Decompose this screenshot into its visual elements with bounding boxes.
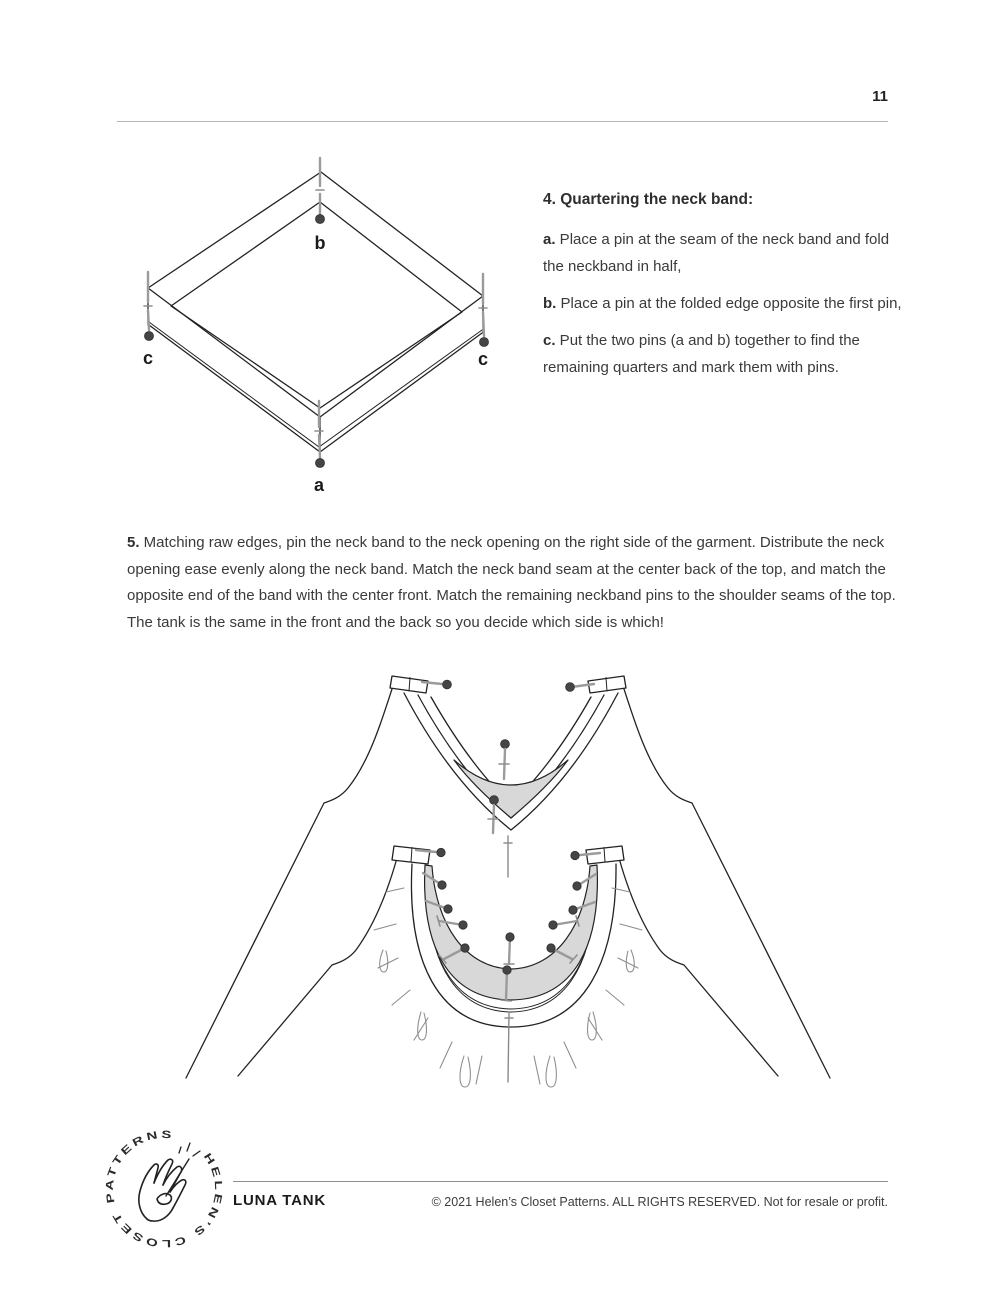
pin-icon [505,1012,513,1082]
quartering-diagram [115,146,515,506]
neckband-diamond [148,172,483,452]
pin-b-icon [316,158,325,224]
copyright-text: © 2021 Helen’s Closet Patterns. ALL RIGHTS RESERVED. Not for resale or profit. [431,1195,888,1209]
pin-label-c-left: c [142,348,154,368]
hand-with-needle-icon [139,1143,200,1221]
pin-c-left-icon [144,272,154,341]
step4-heading: 4. Quartering the neck band: [543,191,754,208]
pin-c-right-icon [479,274,489,347]
pin-label-c-right: c [477,349,489,369]
step4-item-a: a. Place a pin at the seam of the neck band and fold the neckband in half, [543,231,890,275]
pin-a-icon [315,401,325,468]
pin-icon [499,740,509,779]
v-neckline-band [404,693,618,830]
pin-label-b: b [314,233,326,253]
step4-item-b: b. Place a pin at the folded edge opposite the first pin, [543,295,902,312]
step4-instructions [543,186,908,391]
garment-illustration [178,660,838,1090]
pin-icon [504,836,512,877]
pin-label-a: a [313,475,325,495]
pin-icon [488,796,498,833]
step5-paragraph: 5. Matching raw edges, pin the neck band to the neck opening on the right side of the garment. Distribute the neck opening ease evenly along the neck band. Match the neck band seam at the center back of the top, and match the opposite end of the band with the center front. Match the remaining neckband pins to the shoulder seams of the top. The tank is the same in the front and the back so you decide which side is which! [127,534,896,631]
step5-instructions [127,530,897,636]
step4-item-c: c. Put the two pins (a and b) together to find the remaining quarters and mark them with pins. [543,332,860,376]
logo-circular-text: HELEN’S CLOSET PATTERNS [103,1128,225,1250]
page-number: 11 [872,88,888,105]
footer-rule [233,1181,888,1182]
pattern-name: LUNA TANK [233,1192,327,1209]
pin-icon [504,933,514,964]
header-rule [117,121,888,122]
helens-closet-logo [99,1123,229,1253]
